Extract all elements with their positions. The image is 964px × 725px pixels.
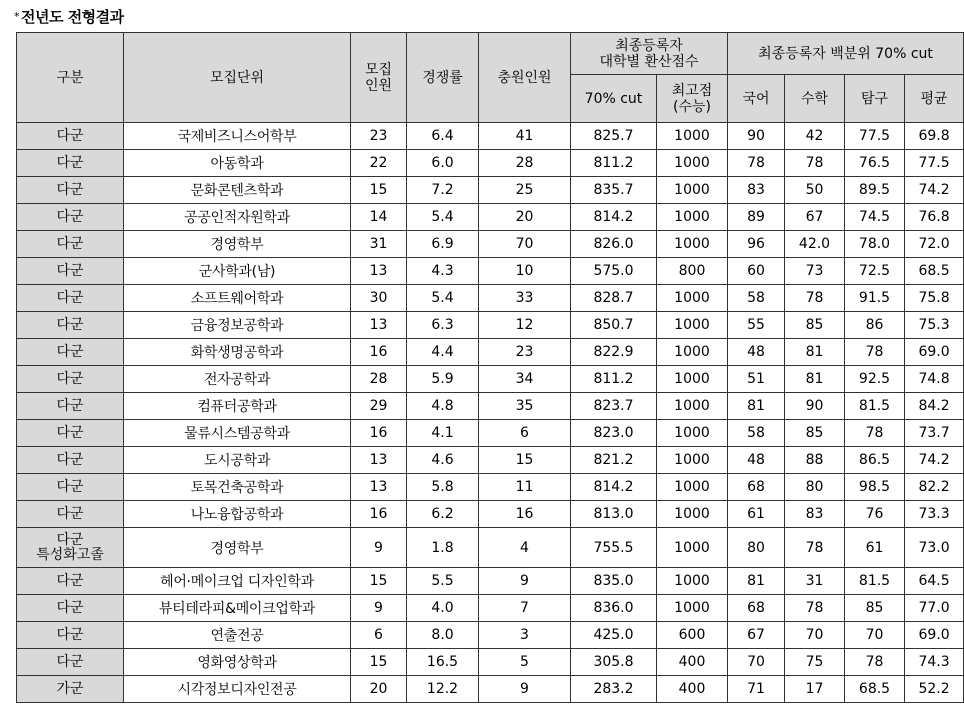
cell-unit: 연출전공 xyxy=(124,622,351,649)
cell-average: 76.8 xyxy=(905,204,964,231)
cell-gubun: 다군 xyxy=(17,420,124,447)
cell-max-score: 1000 xyxy=(657,285,728,312)
cell-math: 31 xyxy=(785,568,845,595)
cell-additional: 28 xyxy=(479,150,571,177)
cell-max-score: 1000 xyxy=(657,474,728,501)
cell-korean: 67 xyxy=(728,622,785,649)
cell-additional: 41 xyxy=(479,123,571,150)
cell-inquiry: 78.0 xyxy=(845,231,905,258)
cell-korean: 60 xyxy=(728,258,785,285)
cell-math: 78 xyxy=(785,150,845,177)
cell-math: 67 xyxy=(785,204,845,231)
cell-unit: 헤어·메이크업 디자인학과 xyxy=(124,568,351,595)
cell-additional: 9 xyxy=(479,676,571,703)
cell-gubun: 다군 xyxy=(17,501,124,528)
cell-korean: 48 xyxy=(728,447,785,474)
cell-max-score: 1000 xyxy=(657,231,728,258)
cell-inquiry: 77.5 xyxy=(845,123,905,150)
cell-unit: 소프트웨어학과 xyxy=(124,285,351,312)
table-body xyxy=(17,123,964,703)
col-header-quota: 모집 인원 xyxy=(351,33,407,123)
cell-average: 74.8 xyxy=(905,366,964,393)
cell-inquiry: 78 xyxy=(845,649,905,676)
cell-competition: 1.8 xyxy=(407,528,479,568)
cell-quota: 13 xyxy=(351,258,407,285)
col-header-max-score: 최고점 (수능) xyxy=(657,75,728,123)
cell-quota: 30 xyxy=(351,285,407,312)
table-row xyxy=(17,501,964,528)
cell-average: 73.3 xyxy=(905,501,964,528)
cell-quota: 15 xyxy=(351,177,407,204)
cell-korean: 48 xyxy=(728,339,785,366)
cell-gubun: 다군 xyxy=(17,366,124,393)
cell-gubun: 다군 xyxy=(17,622,124,649)
cell-additional: 70 xyxy=(479,231,571,258)
col-header-average: 평균 xyxy=(905,75,964,123)
cell-inquiry: 89.5 xyxy=(845,177,905,204)
cell-additional: 11 xyxy=(479,474,571,501)
table-row xyxy=(17,393,964,420)
cell-unit: 컴퓨터공학과 xyxy=(124,393,351,420)
cell-gubun: 다군 xyxy=(17,258,124,285)
cell-max-score: 800 xyxy=(657,258,728,285)
cell-additional: 23 xyxy=(479,339,571,366)
cell-korean: 96 xyxy=(728,231,785,258)
col-header-additional: 충원인원 xyxy=(479,33,571,123)
col-header-final-score-group: 최종등록자 대학별 환산점수 xyxy=(571,33,728,75)
cell-additional: 10 xyxy=(479,258,571,285)
cell-korean: 70 xyxy=(728,649,785,676)
cell-inquiry: 85 xyxy=(845,595,905,622)
cell-max-score: 1000 xyxy=(657,123,728,150)
cell-max-score: 1000 xyxy=(657,528,728,568)
col-header-competition: 경쟁률 xyxy=(407,33,479,123)
cell-max-score: 600 xyxy=(657,622,728,649)
cell-competition: 12.2 xyxy=(407,676,479,703)
table-row xyxy=(17,366,964,393)
cell-cut70: 813.0 xyxy=(571,501,657,528)
cell-max-score: 400 xyxy=(657,676,728,703)
cell-unit: 국제비즈니스어학부 xyxy=(124,123,351,150)
cell-additional: 7 xyxy=(479,595,571,622)
cell-math: 78 xyxy=(785,285,845,312)
cell-inquiry: 81.5 xyxy=(845,568,905,595)
table-row xyxy=(17,204,964,231)
cell-korean: 58 xyxy=(728,285,785,312)
cell-korean: 61 xyxy=(728,501,785,528)
cell-unit: 군사학과(남) xyxy=(124,258,351,285)
cell-additional: 6 xyxy=(479,420,571,447)
cell-cut70: 814.2 xyxy=(571,204,657,231)
cell-math: 81 xyxy=(785,366,845,393)
cell-inquiry: 76 xyxy=(845,501,905,528)
cell-korean: 68 xyxy=(728,474,785,501)
cell-unit: 영화영상학과 xyxy=(124,649,351,676)
cell-unit: 토목건축공학과 xyxy=(124,474,351,501)
cell-cut70: 823.0 xyxy=(571,420,657,447)
admission-results-table xyxy=(16,32,964,703)
cell-gubun: 다군 xyxy=(17,177,124,204)
cell-unit: 아동학과 xyxy=(124,150,351,177)
cell-gubun: 다군 xyxy=(17,231,124,258)
cell-cut70: 835.0 xyxy=(571,568,657,595)
cell-average: 69.0 xyxy=(905,339,964,366)
cell-cut70: 835.7 xyxy=(571,177,657,204)
cell-cut70: 755.5 xyxy=(571,528,657,568)
cell-competition: 5.4 xyxy=(407,204,479,231)
cell-gubun: 다군 xyxy=(17,312,124,339)
cell-korean: 89 xyxy=(728,204,785,231)
cell-cut70: 575.0 xyxy=(571,258,657,285)
cell-max-score: 1000 xyxy=(657,366,728,393)
cell-additional: 35 xyxy=(479,393,571,420)
cell-math: 83 xyxy=(785,501,845,528)
table-row xyxy=(17,568,964,595)
col-header-cut70: 70% cut xyxy=(571,75,657,123)
table-row xyxy=(17,312,964,339)
cell-cut70: 821.2 xyxy=(571,447,657,474)
cell-gubun: 다군 xyxy=(17,474,124,501)
cell-competition: 7.2 xyxy=(407,177,479,204)
cell-math: 90 xyxy=(785,393,845,420)
cell-competition: 4.6 xyxy=(407,447,479,474)
cell-unit: 금융정보공학과 xyxy=(124,312,351,339)
cell-unit: 전자공학과 xyxy=(124,366,351,393)
cell-korean: 71 xyxy=(728,676,785,703)
cell-competition: 5.5 xyxy=(407,568,479,595)
table-row xyxy=(17,177,964,204)
cell-math: 17 xyxy=(785,676,845,703)
cell-inquiry: 91.5 xyxy=(845,285,905,312)
cell-max-score: 1000 xyxy=(657,501,728,528)
cell-inquiry: 78 xyxy=(845,420,905,447)
col-header-korean: 국어 xyxy=(728,75,785,123)
cell-korean: 58 xyxy=(728,420,785,447)
cell-average: 84.2 xyxy=(905,393,964,420)
cell-unit: 경영학부 xyxy=(124,231,351,258)
cell-cut70: 305.8 xyxy=(571,649,657,676)
cell-max-score: 400 xyxy=(657,649,728,676)
cell-quota: 16 xyxy=(351,501,407,528)
cell-competition: 4.1 xyxy=(407,420,479,447)
col-header-percentile-group: 최종등록자 백분위 70% cut xyxy=(728,33,964,75)
cell-competition: 6.9 xyxy=(407,231,479,258)
cell-quota: 23 xyxy=(351,123,407,150)
cell-korean: 68 xyxy=(728,595,785,622)
cell-math: 85 xyxy=(785,312,845,339)
cell-inquiry: 98.5 xyxy=(845,474,905,501)
table-row xyxy=(17,622,964,649)
cell-additional: 33 xyxy=(479,285,571,312)
cell-quota: 9 xyxy=(351,528,407,568)
cell-average: 68.5 xyxy=(905,258,964,285)
cell-cut70: 822.9 xyxy=(571,339,657,366)
cell-korean: 90 xyxy=(728,123,785,150)
cell-unit: 화학생명공학과 xyxy=(124,339,351,366)
table-row xyxy=(17,123,964,150)
cell-math: 80 xyxy=(785,474,845,501)
cell-competition: 4.8 xyxy=(407,393,479,420)
cell-competition: 6.4 xyxy=(407,123,479,150)
cell-quota: 13 xyxy=(351,447,407,474)
cell-gubun: 다군 xyxy=(17,150,124,177)
cell-gubun: 다군 xyxy=(17,393,124,420)
cell-additional: 16 xyxy=(479,501,571,528)
cell-inquiry: 86.5 xyxy=(845,447,905,474)
table-row xyxy=(17,595,964,622)
cell-max-score: 1000 xyxy=(657,312,728,339)
col-header-math: 수학 xyxy=(785,75,845,123)
cell-math: 70 xyxy=(785,622,845,649)
cell-competition: 8.0 xyxy=(407,622,479,649)
cell-korean: 83 xyxy=(728,177,785,204)
title-text: 전년도 전형결과 xyxy=(21,8,124,26)
cell-additional: 12 xyxy=(479,312,571,339)
cell-gubun: 가군 xyxy=(17,676,124,703)
cell-average: 64.5 xyxy=(905,568,964,595)
header-row-1 xyxy=(17,33,964,75)
cell-quota: 31 xyxy=(351,231,407,258)
table-row xyxy=(17,258,964,285)
cell-average: 52.2 xyxy=(905,676,964,703)
cell-max-score: 1000 xyxy=(657,420,728,447)
cell-quota: 15 xyxy=(351,649,407,676)
table-row xyxy=(17,231,964,258)
col-header-inquiry: 탐구 xyxy=(845,75,905,123)
table-row xyxy=(17,339,964,366)
cell-quota: 14 xyxy=(351,204,407,231)
cell-inquiry: 76.5 xyxy=(845,150,905,177)
cell-quota: 22 xyxy=(351,150,407,177)
cell-unit: 나노융합공학과 xyxy=(124,501,351,528)
cell-competition: 4.0 xyxy=(407,595,479,622)
cell-quota: 16 xyxy=(351,339,407,366)
cell-math: 42 xyxy=(785,123,845,150)
cell-average: 82.2 xyxy=(905,474,964,501)
cell-inquiry: 70 xyxy=(845,622,905,649)
cell-average: 74.3 xyxy=(905,649,964,676)
table-row xyxy=(17,528,964,568)
cell-inquiry: 68.5 xyxy=(845,676,905,703)
col-header-gubun: 구분 xyxy=(17,33,124,123)
cell-additional: 25 xyxy=(479,177,571,204)
page-title xyxy=(14,6,124,27)
cell-average: 72.0 xyxy=(905,231,964,258)
col-header-unit: 모집단위 xyxy=(124,33,351,123)
cell-competition: 5.4 xyxy=(407,285,479,312)
cell-average: 77.0 xyxy=(905,595,964,622)
cell-math: 81 xyxy=(785,339,845,366)
cell-average: 73.0 xyxy=(905,528,964,568)
cell-math: 75 xyxy=(785,649,845,676)
cell-competition: 5.8 xyxy=(407,474,479,501)
cell-unit: 물류시스템공학과 xyxy=(124,420,351,447)
cell-inquiry: 61 xyxy=(845,528,905,568)
cell-unit: 경영학부 xyxy=(124,528,351,568)
cell-cut70: 811.2 xyxy=(571,366,657,393)
table-row xyxy=(17,150,964,177)
cell-additional: 9 xyxy=(479,568,571,595)
cell-average: 75.8 xyxy=(905,285,964,312)
cell-korean: 81 xyxy=(728,393,785,420)
cell-competition: 6.3 xyxy=(407,312,479,339)
cell-quota: 20 xyxy=(351,676,407,703)
cell-max-score: 1000 xyxy=(657,204,728,231)
cell-quota: 13 xyxy=(351,474,407,501)
cell-cut70: 850.7 xyxy=(571,312,657,339)
table-row xyxy=(17,447,964,474)
cell-korean: 81 xyxy=(728,568,785,595)
cell-gubun: 다군 xyxy=(17,447,124,474)
cell-max-score: 1000 xyxy=(657,339,728,366)
cell-math: 78 xyxy=(785,595,845,622)
cell-competition: 5.9 xyxy=(407,366,479,393)
cell-inquiry: 72.5 xyxy=(845,258,905,285)
cell-korean: 80 xyxy=(728,528,785,568)
cell-cut70: 814.2 xyxy=(571,474,657,501)
cell-gubun: 다군 xyxy=(17,649,124,676)
cell-competition: 6.0 xyxy=(407,150,479,177)
cell-inquiry: 92.5 xyxy=(845,366,905,393)
cell-unit: 공공인적자원학과 xyxy=(124,204,351,231)
cell-cut70: 823.7 xyxy=(571,393,657,420)
cell-max-score: 1000 xyxy=(657,595,728,622)
cell-max-score: 1000 xyxy=(657,177,728,204)
cell-quota: 15 xyxy=(351,568,407,595)
cell-math: 78 xyxy=(785,528,845,568)
cell-quota: 28 xyxy=(351,366,407,393)
cell-max-score: 1000 xyxy=(657,150,728,177)
cell-inquiry: 81.5 xyxy=(845,393,905,420)
cell-cut70: 836.0 xyxy=(571,595,657,622)
cell-gubun: 다군 xyxy=(17,568,124,595)
cell-max-score: 1000 xyxy=(657,447,728,474)
table-row xyxy=(17,676,964,703)
cell-korean: 78 xyxy=(728,150,785,177)
cell-inquiry: 86 xyxy=(845,312,905,339)
cell-competition: 4.4 xyxy=(407,339,479,366)
cell-math: 85 xyxy=(785,420,845,447)
cell-korean: 55 xyxy=(728,312,785,339)
cell-unit: 시각정보디자인전공 xyxy=(124,676,351,703)
cell-average: 74.2 xyxy=(905,177,964,204)
cell-max-score: 1000 xyxy=(657,393,728,420)
cell-additional: 3 xyxy=(479,622,571,649)
cell-korean: 51 xyxy=(728,366,785,393)
cell-competition: 6.2 xyxy=(407,501,479,528)
cell-math: 88 xyxy=(785,447,845,474)
title-bullet: * xyxy=(14,10,19,23)
cell-gubun: 다군 xyxy=(17,204,124,231)
cell-average: 73.7 xyxy=(905,420,964,447)
cell-additional: 15 xyxy=(479,447,571,474)
cell-average: 75.3 xyxy=(905,312,964,339)
cell-cut70: 283.2 xyxy=(571,676,657,703)
cell-additional: 20 xyxy=(479,204,571,231)
cell-gubun: 다군 특성화고졸 xyxy=(17,528,124,568)
cell-gubun: 다군 xyxy=(17,285,124,312)
cell-math: 50 xyxy=(785,177,845,204)
table-row xyxy=(17,649,964,676)
cell-quota: 9 xyxy=(351,595,407,622)
cell-unit: 뷰티테라피&메이크업학과 xyxy=(124,595,351,622)
cell-quota: 29 xyxy=(351,393,407,420)
cell-cut70: 825.7 xyxy=(571,123,657,150)
cell-math: 73 xyxy=(785,258,845,285)
cell-gubun: 다군 xyxy=(17,595,124,622)
cell-inquiry: 78 xyxy=(845,339,905,366)
cell-competition: 16.5 xyxy=(407,649,479,676)
table-row xyxy=(17,420,964,447)
cell-quota: 6 xyxy=(351,622,407,649)
table-row xyxy=(17,285,964,312)
cell-cut70: 811.2 xyxy=(571,150,657,177)
cell-average: 74.2 xyxy=(905,447,964,474)
cell-math: 42.0 xyxy=(785,231,845,258)
cell-average: 69.8 xyxy=(905,123,964,150)
cell-unit: 도시공학과 xyxy=(124,447,351,474)
cell-quota: 13 xyxy=(351,312,407,339)
cell-cut70: 425.0 xyxy=(571,622,657,649)
cell-additional: 4 xyxy=(479,528,571,568)
table-row xyxy=(17,474,964,501)
cell-inquiry: 74.5 xyxy=(845,204,905,231)
cell-gubun: 다군 xyxy=(17,339,124,366)
cell-average: 69.0 xyxy=(905,622,964,649)
cell-gubun: 다군 xyxy=(17,123,124,150)
cell-average: 77.5 xyxy=(905,150,964,177)
cell-competition: 4.3 xyxy=(407,258,479,285)
cell-cut70: 826.0 xyxy=(571,231,657,258)
cell-unit: 문화콘텐츠학과 xyxy=(124,177,351,204)
cell-additional: 34 xyxy=(479,366,571,393)
cell-cut70: 828.7 xyxy=(571,285,657,312)
cell-max-score: 1000 xyxy=(657,568,728,595)
cell-additional: 5 xyxy=(479,649,571,676)
cell-quota: 16 xyxy=(351,420,407,447)
